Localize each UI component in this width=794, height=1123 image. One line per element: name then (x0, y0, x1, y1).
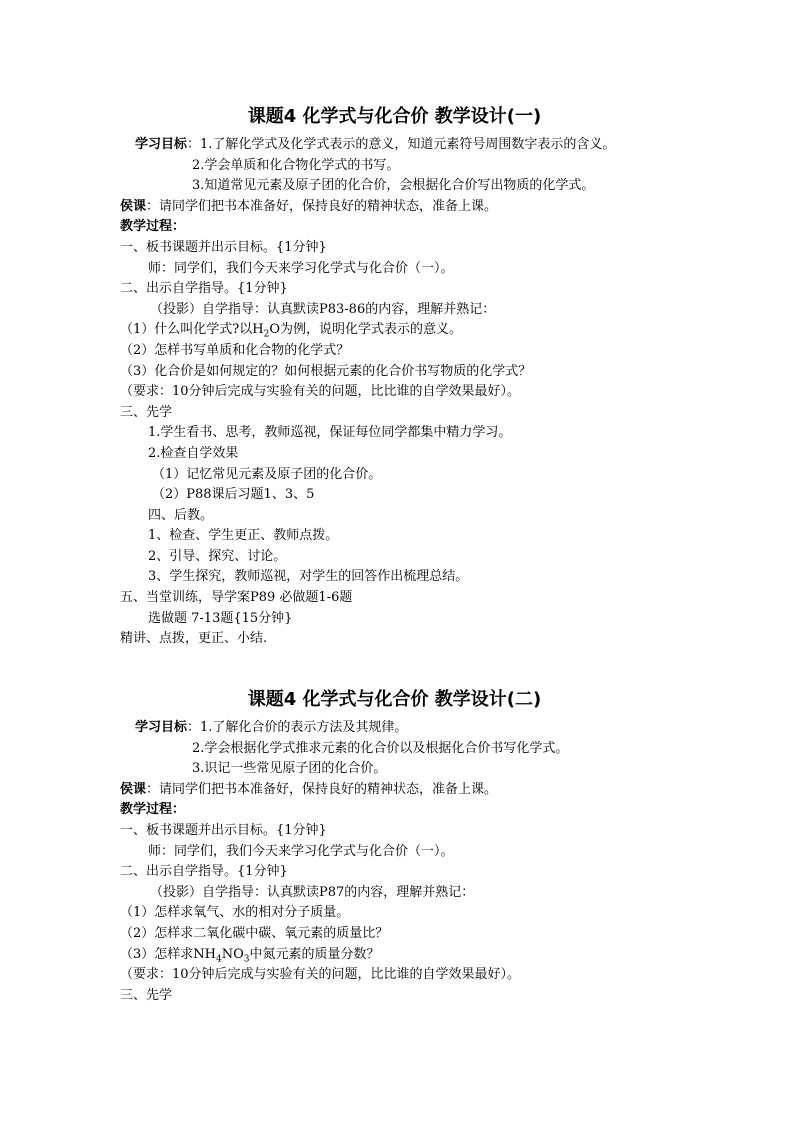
lesson-2-line: 三、先学 (120, 987, 173, 1003)
lesson-1-objective-3: 3.知道常见元素及原子团的化合价，会根据化合价写出物质的化学式。 (192, 178, 595, 194)
lesson-1-line: （2）P88课后习题1、3、5 (152, 487, 315, 503)
lesson-1-line: 四、后教。 (148, 507, 214, 523)
lesson-2-prep: 侯课：请同学们把书本准备好，保持良好的精神状态，准备上课。 (120, 781, 498, 797)
lesson-1-title: 课题4 化学式与化合价 教学设计(一) (247, 106, 542, 127)
lesson-1-line: （1）什么叫化学式?以$H_2O$为例，说明化学式表示的意义。 (120, 322, 462, 340)
water-formula: $H_2$ (252, 322, 270, 340)
lesson-1-line: 三、先学 (120, 404, 173, 420)
lesson-1-line: 精讲、点拨，更正、小结. (120, 631, 268, 647)
lesson-2-title: 课题4 化学式与化合价 教学设计(二) (247, 689, 542, 710)
lesson-1-process-label: 教学过程： (120, 219, 186, 235)
lesson-1-prep: 侯课：请同学们把书本准备好，保持良好的精神状态，准备上课。 (120, 198, 498, 214)
lesson-1-line: 1、检查、学生更正、教师点拨。 (148, 528, 339, 544)
lesson-1-line: 3、学生探究，教师巡视，对学生的回答作出梳理总结。 (148, 569, 469, 585)
lesson-2-line: （投影）自学指导：认真默读P87的内容，理解并熟记： (150, 884, 475, 900)
lesson-1-line: （投影）自学指导：认真默读P83-86的内容，理解并熟记： (150, 301, 496, 317)
lesson-1-line: （3）化合价是如何规定的？如何根据元素的化合价书写物质的化学式？ (120, 363, 532, 379)
lesson-1-line: 2.检查自学效果 (148, 445, 239, 461)
lesson-2-line: 一、板书课题并出示目标。{1分钟} (120, 822, 327, 838)
lesson-1-line: 二、出示自学指导。{1分钟} (120, 281, 288, 297)
lesson-1-line: （2）怎样书写单质和化合物的化学式？ (120, 342, 350, 358)
objectives-label: 学习目标 (135, 137, 188, 152)
lesson-1-objective-1: 学习目标：1.了解化学式及化学式表示的意义，知道元素符号周围数字表示的含义。 (135, 137, 616, 152)
lesson-2-objective-2: 2.学会根据化学式推求元素的化合价以及根据化合价书写化学式。 (192, 740, 569, 756)
ammonium-nitrate-formula: $NH_4NO_3$ (193, 946, 250, 965)
lesson-1-line: 选做题 7-13题{15分钟} (148, 610, 293, 626)
lesson-2-line: 师：同学们，我们今天来学习化学式与化合价（一）。 (148, 843, 454, 859)
lesson-1-line: （要求：10分钟后完成与实验有关的问题，比比谁的自学效果最好）。 (120, 384, 521, 400)
lesson-1-line: 一、板书课题并出示目标。{1分钟} (120, 239, 327, 255)
lesson-2-section (0, 684, 794, 1006)
lesson-2-line: （2）怎样求二氧化碳中碳、氧元素的质量比？ (120, 925, 389, 941)
lesson-1-section (0, 101, 794, 650)
lesson-2-objective-1: 学习目标：1.了解化合价的表示方法及其规律。 (135, 720, 408, 735)
prep-label: 侯课 (120, 781, 147, 797)
lesson-2-line: （要求：10分钟后完成与实验有关的问题，比比谁的自学效果最好）。 (120, 967, 521, 983)
lesson-1-line: 五、当堂训练，导学案P89 必做题1-6题 (120, 590, 353, 606)
lesson-1-line: （1）记忆常见元素及原子团的化合价。 (152, 466, 382, 482)
lesson-1-line: 1.学生看书、思考，教师巡视，保证每位同学都集中精力学习。 (148, 425, 512, 441)
lesson-2-line: 二、出示自学指导。{1分钟} (120, 864, 288, 880)
lesson-2-objective-3: 3.识记一些常见原子团的化合价。 (192, 761, 387, 777)
lesson-1-line: 2、引导、探究、讨论。 (148, 548, 287, 564)
lesson-2-process-label: 教学过程： (120, 802, 186, 818)
lesson-2-line: （3）怎样求$NH_4NO_3$中氮元素的质量分数？ (120, 946, 380, 965)
lesson-1-objective-2: 2.学会单质和化合物化学式的书写。 (192, 157, 400, 173)
lesson-2-line: （1）怎样求氧气、水的相对分子质量。 (120, 905, 350, 921)
prep-label: 侯课 (120, 198, 147, 214)
objectives-label: 学习目标 (135, 720, 188, 735)
lesson-1-line: 师：同学们，我们今天来学习化学式与化合价（一）。 (148, 260, 454, 276)
